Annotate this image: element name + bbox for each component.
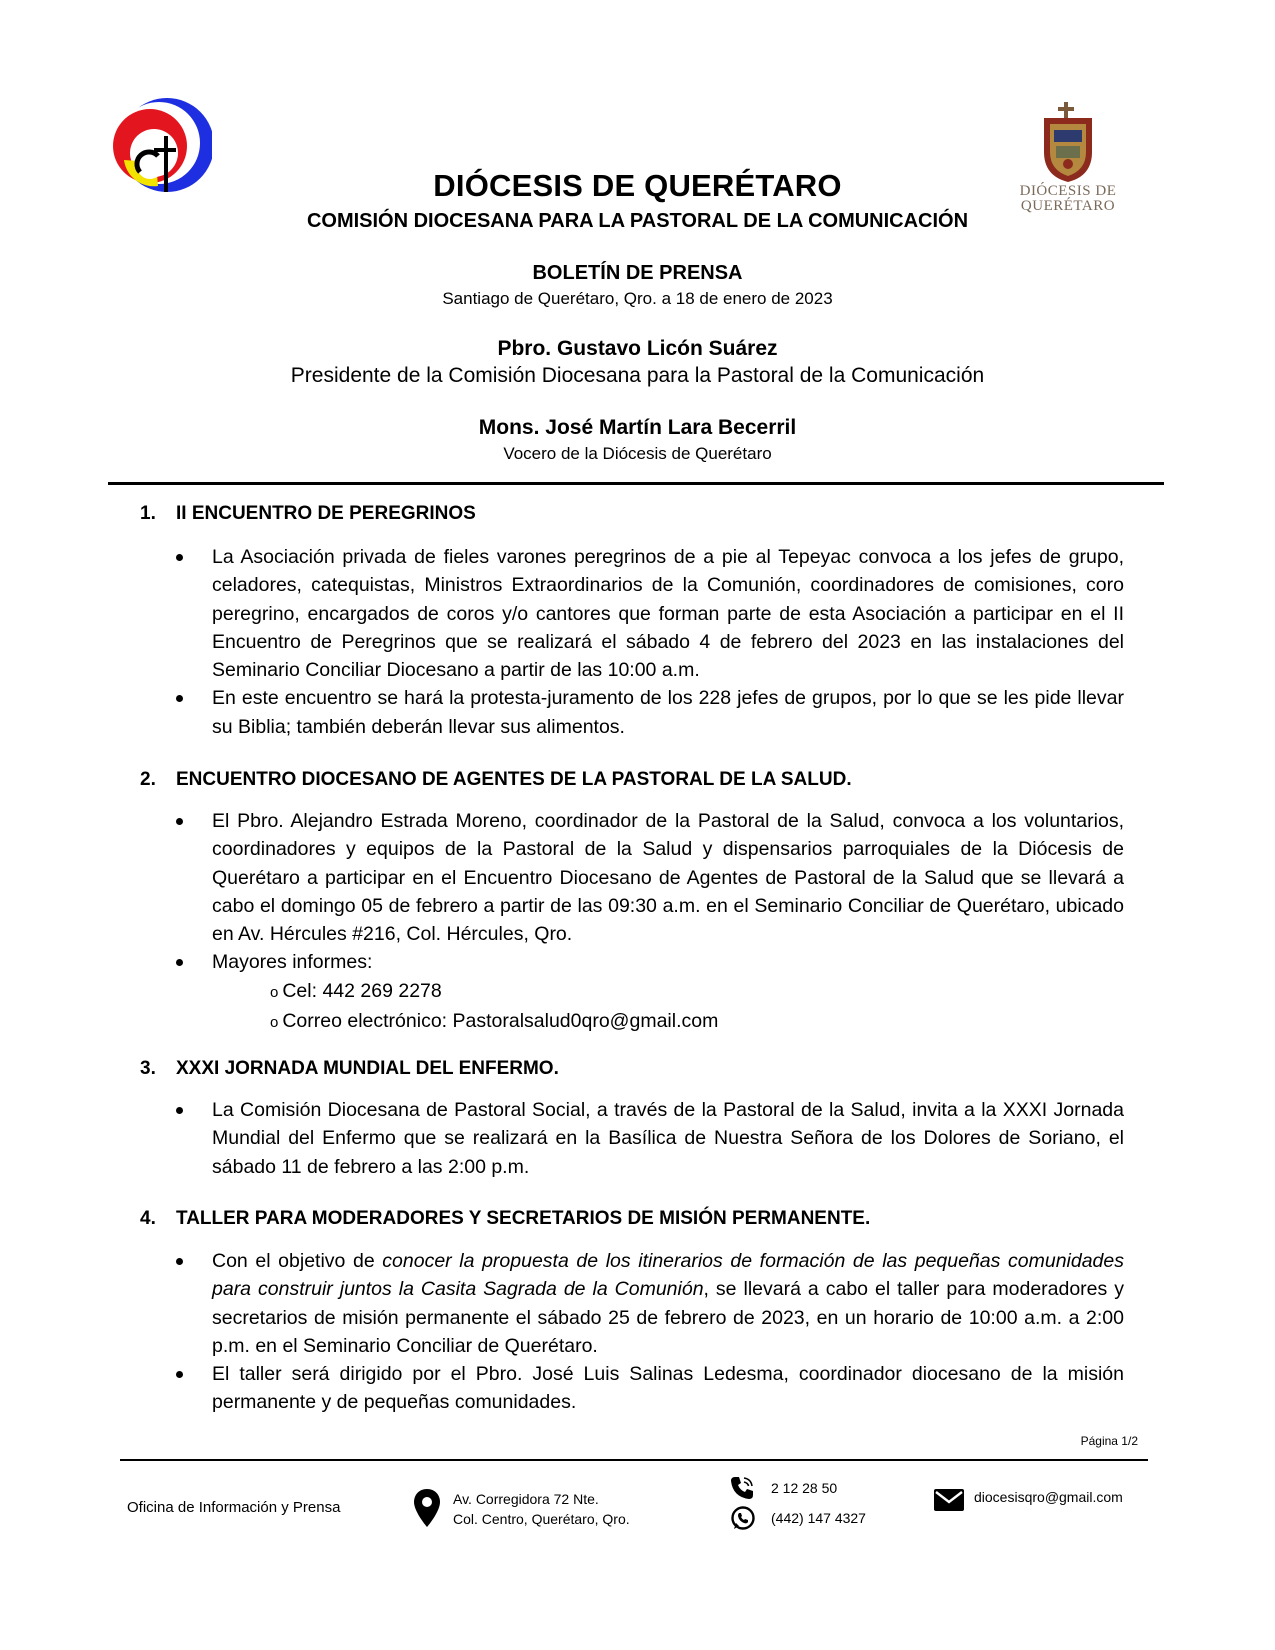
section-1-title: 1. II ENCUENTRO DE PEREGRINOS [140,503,476,524]
section-2-list [170,807,1124,1037]
spokesman-role: Vocero de la Diócesis de Querétaro [503,444,772,463]
section-2-title: 2. ENCUENTRO DIOCESANO DE AGENTES DE LA PASTORAL DE LA SALUD. [140,769,852,790]
whatsapp-icon [730,1505,756,1536]
page-number: Página 1/2 [1080,1434,1138,1448]
section-3-title: 3. XXXI JORNADA MUNDIAL DEL ENFERMO. [140,1058,559,1079]
section-1-list [170,543,1124,741]
phone-icon [729,1475,755,1506]
date-line: Santiago de Querétaro, Qro. a 18 de enero de 2023 [442,289,833,308]
whatsapp-number: (442) 147 4327 [771,1510,866,1526]
email-address: diocesisqro@gmail.com [974,1489,1123,1505]
section-4-list [170,1247,1124,1417]
location-pin-icon [413,1488,441,1533]
address-line-2: Col. Centro, Querétaro, Qro. [453,1511,630,1527]
spokesman-name: Mons. José Martín Lara Becerril [478,416,797,439]
president-role: Presidente de la Comisión Diocesana para la Pastoral de la Comunicación [290,364,985,387]
address-line-1: Av. Corregidora 72 Nte. [453,1491,599,1507]
crest-caption-line2: QUERÉTARO [1020,198,1116,214]
phone-number: 2 12 28 50 [771,1480,838,1496]
diocese-title: DIÓCESIS DE QUERÉTARO [433,168,842,203]
president-name: Pbro. Gustavo Licón Suárez [497,337,778,360]
section-4-title: 4. TALLER PARA MODERADORES Y SECRETARIOS DE MISIÓN PERMANENTE. [140,1208,871,1229]
list-item: El taller será dirigido por el Pbro. José Luis Salinas Ledesma, coordinador diocesano de la misión permanente y de pequeñas comunidades. [170,1360,1124,1417]
sub-list-item: o Correo electrónico: Pastoralsalud0qro@gmail.com [270,1010,719,1033]
commission-subtitle: COMISIÓN DIOCESANA PARA LA PASTORAL DE LA COMUNICACIÓN [306,210,969,232]
list-item: El Pbro. Alejandro Estrada Moreno, coordinador de la Pastoral de la Salud, convoca a los voluntarios, coordinadores y equipos de la Pastoral de la Salud y dispensarios parroquiales de la Diócesis de Querétaro a participar en el Encuentro Diocesano de Agentes de Pastoral de la Salud que se llevará a cabo el domingo 05 de febrero a partir de las 09:30 a.m. en el Seminario Conciliar de Querétaro, ubicado en Av. Hércules #216, Col. Hércules, Qro. [170,807,1124,948]
list-item: En este encuentro se hará la protesta-juramento de los 228 jefes de grupos, por lo que se les pide llevar su Biblia; también deberán llevar sus alimentos. [170,684,1124,741]
bulletin-heading: BOLETÍN DE PRENSA [532,262,743,284]
office-name: Oficina de Información y Prensa [127,1499,341,1516]
list-item: La Comisión Diocesana de Pastoral Social, a través de la Pastoral de la Salud, invita a la XXXI Jornada Mundial del Enfermo que se realizará en la Basílica de Nuestra Señora de los Dolores de Soriano, el sábado 11 de febrero a las 2:00 p.m. [170,1096,1124,1181]
contact-sublist [212,977,1124,1038]
header-divider [108,482,1164,485]
list-item: Mayores informes: o Cel: 442 269 2278 o Correo electrónico: Pastoralsalud0qro@gmail.com [170,948,1124,1037]
sub-list-item: o Cel: 442 269 2278 [270,979,442,1002]
list-item: Con el objetivo de conocer la propuesta de los itinerarios de formación de las pequeñas comunidades para construir juntos la Casita Sagrada de la Comunión, se llevará a cabo el taller para moderadores y secretarios de misión permanente el sábado 25 de febrero de 2023, en un horario de 10:00 a.m. a 2:00 p.m. en el Seminario Conciliar de Querétaro. [170,1247,1124,1360]
footer-divider [120,1459,1148,1461]
section-3-list [170,1096,1124,1181]
crest-caption-line1: DIÓCESIS DE [1019,183,1117,199]
list-item: La Asociación privada de fieles varones peregrinos de a pie al Tepeyac convoca a los jefes de grupo, celadores, catequistas, Ministros Extraordinarios de la Comunión, coordinadores de comisiones, coro peregrino, encargados de coros y/o cantores que forman parte de esta Asociación a participar en el II Encuentro de Peregrinos que se realizará el sábado 4 de febrero del 2023 en las instalaciones del Seminario Conciliar Diocesano a partir de las 10:00 a.m. [170,543,1124,684]
mail-icon [933,1488,965,1517]
